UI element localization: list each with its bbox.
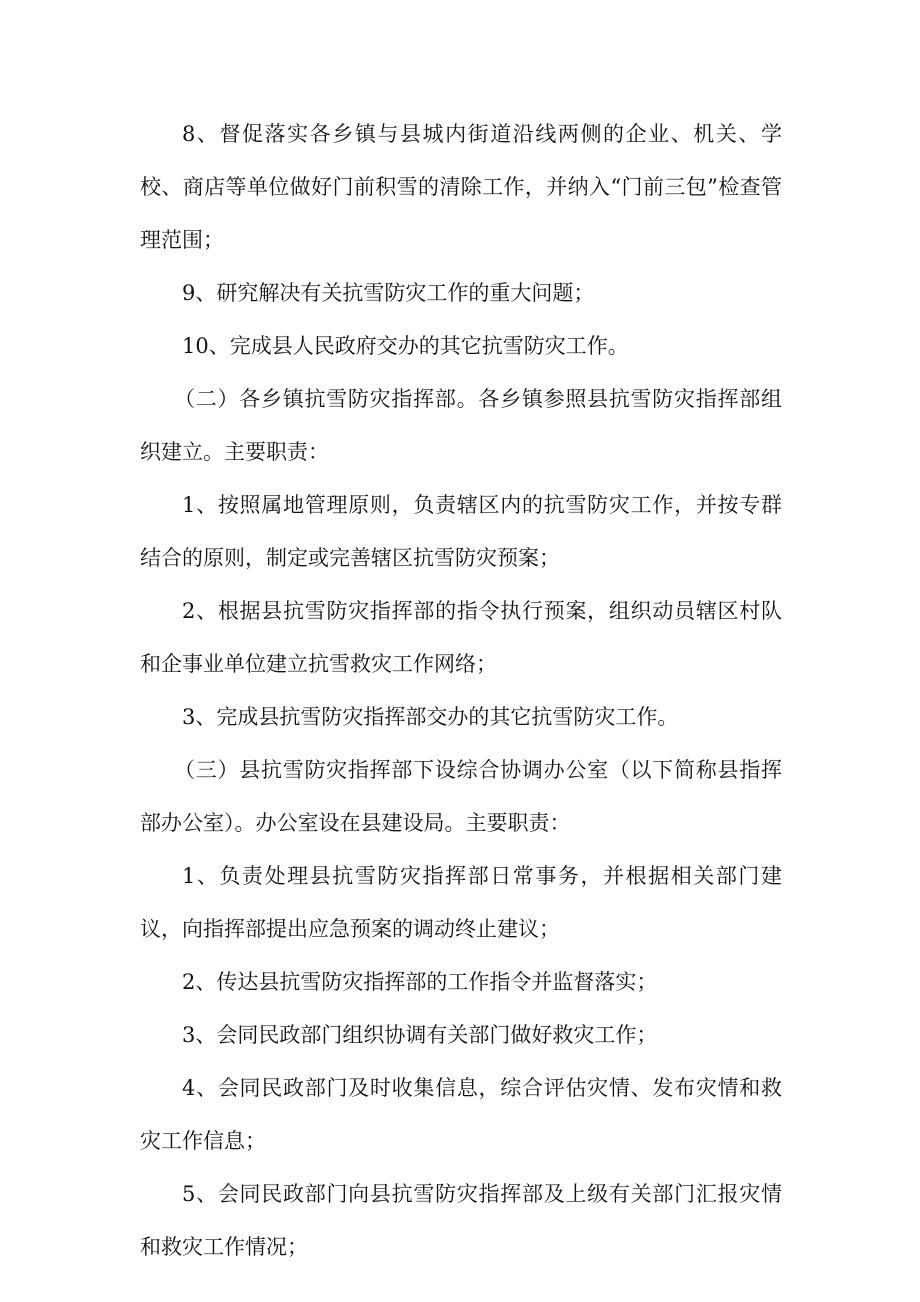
paragraph-item-9: 9、研究解决有关抗雪防灾工作的重大问题； xyxy=(182,281,595,305)
paragraph-item-2-2: 2、根据县抗雪防灾指挥部的指令执行预案，组织动员辖区村队和企事业单位建立抗雪救灾工作网络； xyxy=(140,599,782,676)
paragraph-item-8: 8、督促落实各乡镇与县城内街道沿线两侧的企业、机关、学校、商店等单位做好门前积雪的清除工作，并纳入“门前三包”检查管理范围； xyxy=(140,122,782,252)
paragraph-item-3-2: 2、传达县抗雪防灾指挥部的工作指令并监督落实； xyxy=(182,970,658,994)
paragraph-item-2-3: 3、完成县抗雪防灾指挥部交办的其它抗雪防灾工作。 xyxy=(182,705,679,729)
paragraph-item-10: 10、完成县人民政府交办的其它抗雪防灾工作。 xyxy=(182,334,629,358)
paragraph-item-3-3: 3、会同民政部门组织协调有关部门做好救灾工作； xyxy=(182,1023,658,1047)
section-heading-2: （二）各乡镇抗雪防灾指挥部。各乡镇参照县抗雪防灾指挥部组织建立。主要职责： xyxy=(140,387,782,464)
document-body xyxy=(140,108,782,1274)
section-heading-3: （三）县抗雪防灾指挥部下设综合协调办公室（以下简称县指挥部办公室）。办公室设在县建设局。主要职责： xyxy=(140,758,782,835)
paragraph-item-3-1: 1、负责处理县抗雪防灾指挥部日常事务，并根据相关部门建议，向指挥部提出应急预案的调动终止建议； xyxy=(140,864,782,941)
paragraph-item-2-1: 1、按照属地管理原则，负责辖区内的抗雪防灾工作，并按专群结合的原则，制定或完善辖区抗雪防灾预案； xyxy=(140,493,782,570)
paragraph-item-3-4: 4、会同民政部门及时收集信息，综合评估灾情、发布灾情和救灾工作信息； xyxy=(140,1076,782,1153)
paragraph-item-3-5: 5、会同民政部门向县抗雪防灾指挥部及上级有关部门汇报灾情和救灾工作情况； xyxy=(140,1182,782,1259)
